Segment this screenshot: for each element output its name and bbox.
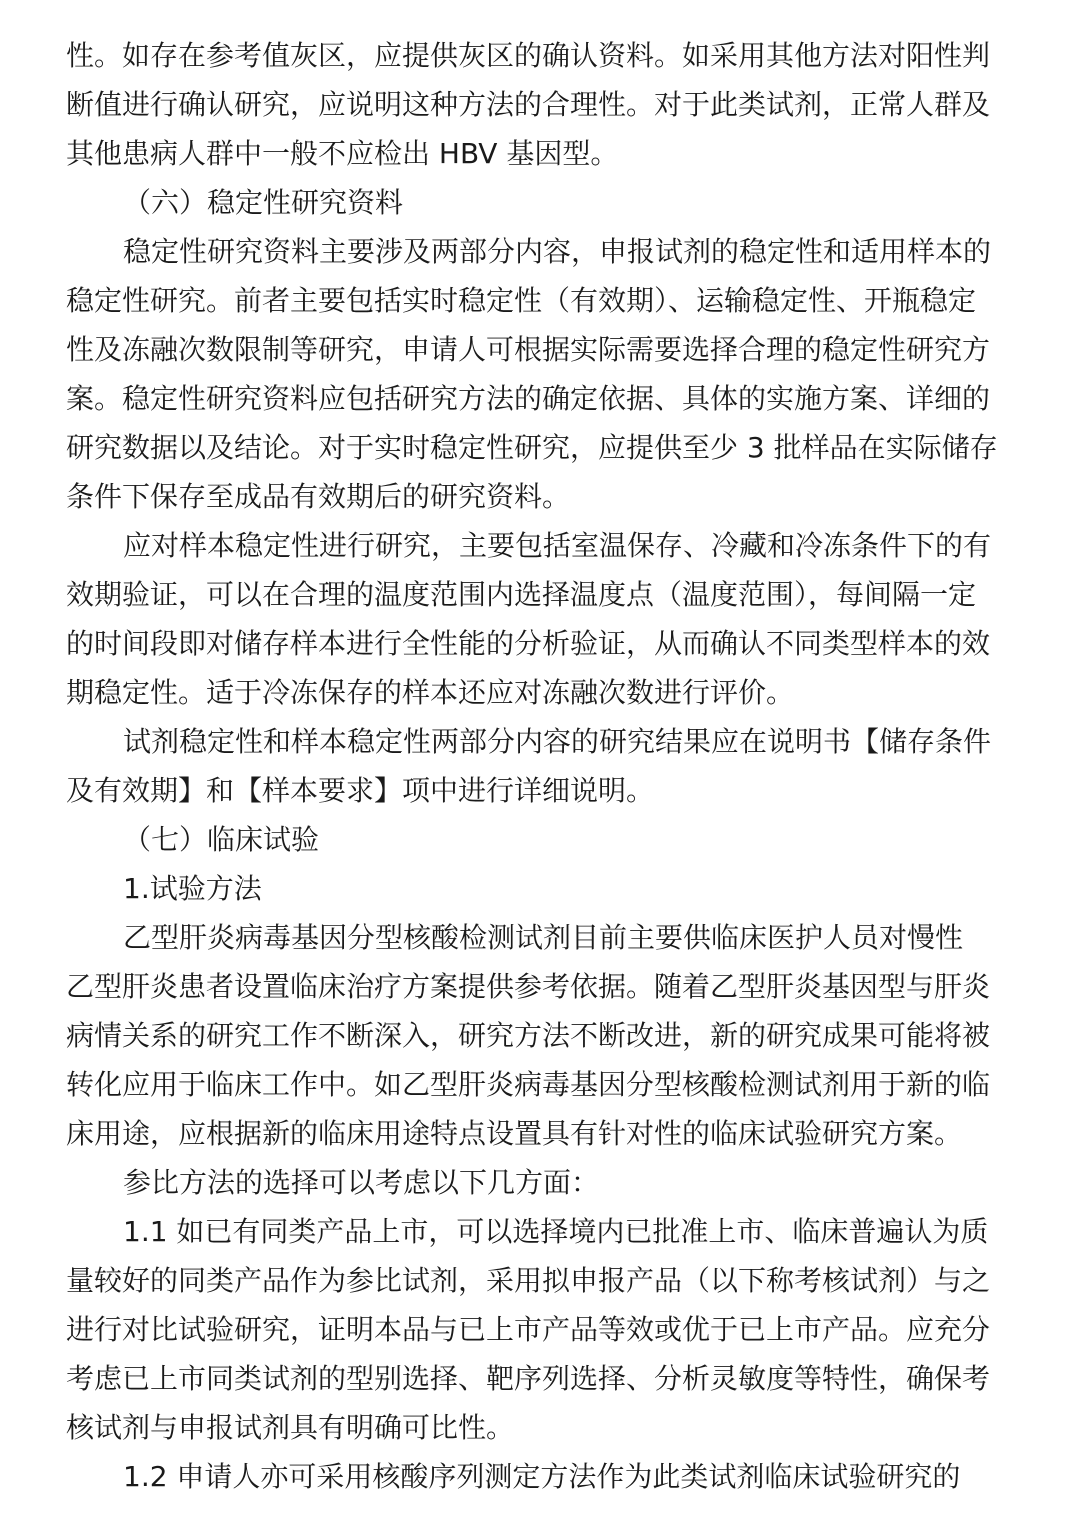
text-line-12: 效期验证，可以在合理的温度范围内选择温度点（温度范围），每间隔一定 [66,578,977,611]
text-line-5: 稳定性研究资料主要涉及两部分内容，申报试剂的稳定性和适用样本的 [123,235,992,268]
text-line-3: 其他患病人群中一般不应检出 HBV 基因型。 [66,137,619,170]
text-line-27: 进行对比试验研究，证明本品与已上市产品等效或优于已上市产品。应充分 [66,1313,991,1346]
text-line-2: 断值进行确认研究，应说明这种方法的合理性。对于此类试剂，正常人群及 [66,88,991,121]
text-line-14: 期稳定性。适于冷冻保存的样本还应对冻融次数进行评价。 [66,676,795,709]
text-line-11: 应对样本稳定性进行研究，主要包括室温保存、冷藏和冷冻条件下的有 [123,529,992,562]
text-line-19: 乙型肝炎病毒基因分型核酸检测试剂目前主要供临床医护人员对慢性 [123,921,964,954]
text-line-16: 及有效期】和【样本要求】项中进行详细说明。 [66,774,655,807]
text-line-13: 的时间段即对储存样本进行全性能的分析验证，从而确认不同类型样本的效 [66,627,991,660]
text-line-23: 床用途，应根据新的临床用途特点设置具有针对性的临床试验研究方案。 [66,1117,963,1150]
section-heading-clinical-trial: （七）临床试验 [123,823,320,856]
text-line-29: 核试剂与申报试剂具有明确可比性。 [66,1411,515,1444]
subheading-test-method: 1.试验方法 [123,872,262,905]
text-line-10: 条件下保存至成品有效期后的研究资料。 [66,480,571,513]
text-line-24: 参比方法的选择可以考虑以下几方面： [123,1166,600,1199]
text-line-21: 病情关系的研究工作不断深入，研究方法不断改进，新的研究成果可能将被 [66,1019,991,1052]
text-line-20: 乙型肝炎患者设置临床治疗方案提供参考依据。随着乙型肝炎基因型与肝炎 [66,970,991,1003]
text-line-22: 转化应用于临床工作中。如乙型肝炎病毒基因分型核酸检测试剂用于新的临 [66,1068,991,1101]
text-line-15: 试剂稳定性和样本稳定性两部分内容的研究结果应在说明书【储存条件 [123,725,992,758]
text-line-6: 稳定性研究。前者主要包括实时稳定性（有效期）、运输稳定性、开瓶稳定 [66,284,977,317]
text-line-26: 量较好的同类产品作为参比试剂，采用拟申报产品（以下称考核试剂）与之 [66,1264,991,1297]
text-line-30: 1.2 申请人亦可采用核酸序列测定方法作为此类试剂临床试验研究的 [123,1460,961,1493]
text-line-28: 考虑已上市同类试剂的型别选择、靶序列选择、分析灵敏度等特性，确保考 [66,1362,991,1395]
text-line-8: 案。稳定性研究资料应包括研究方法的确定依据、具体的实施方案、详细的 [66,382,991,415]
text-line-1: 性。如存在参考值灰区，应提供灰区的确认资料。如采用其他方法对阳性判 [66,39,991,72]
text-line-9: 研究数据以及结论。对于实时稳定性研究，应提供至少 3 批样品在实际储存 [66,431,998,464]
text-line-7: 性及冻融次数限制等研究，申请人可根据实际需要选择合理的稳定性研究方 [66,333,991,366]
section-heading-stability: （六）稳定性研究资料 [123,186,404,219]
text-line-25: 1.1 如已有同类产品上市，可以选择境内已批准上市、临床普遍认为质 [123,1215,989,1248]
